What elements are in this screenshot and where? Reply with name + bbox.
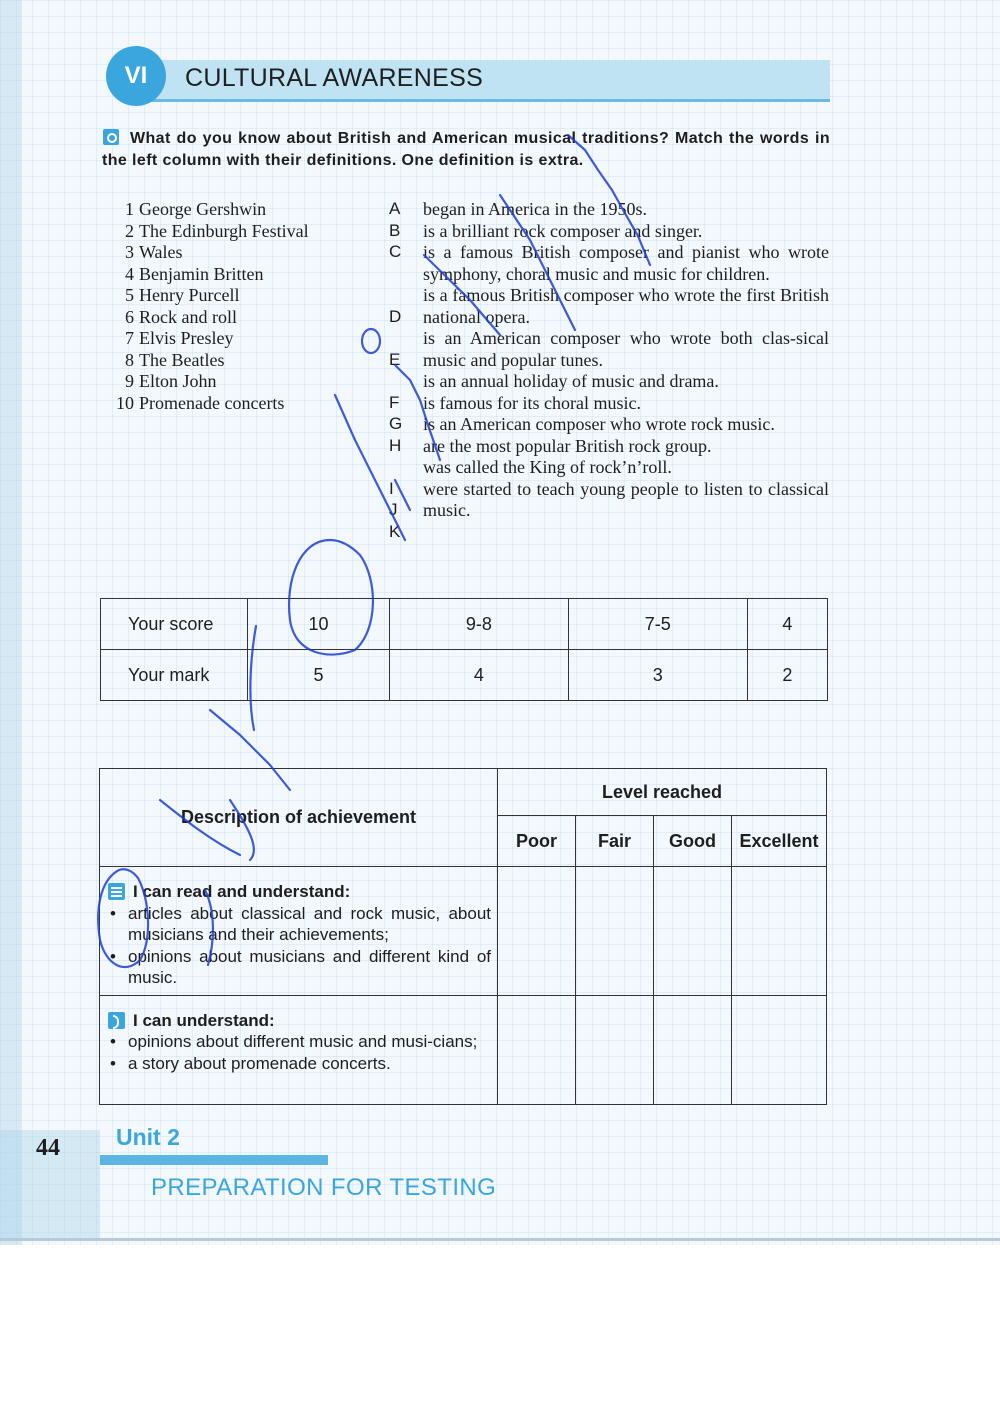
- definition-text: were started to teach young people to listen to classical music.: [423, 478, 829, 520]
- level-poor: Poor: [498, 816, 576, 867]
- definition-text: is a brilliant rock composer and singer.: [423, 220, 703, 241]
- definition-letter: A: [389, 199, 401, 218]
- definition-letter: C: [389, 242, 402, 261]
- definition-letter: G: [389, 414, 403, 433]
- score-cell: 7-5: [568, 599, 747, 650]
- level-cell: [576, 867, 654, 996]
- level-cell: [576, 995, 654, 1104]
- list-item: 3 Wales: [125, 242, 183, 262]
- unit-subtitle: PREPARATION FOR TESTING: [151, 1174, 497, 1201]
- list-item: • opinions about different music and musi-cians;: [108, 1031, 491, 1053]
- reading-task-icon: [103, 129, 119, 145]
- listening-achievement: [100, 995, 498, 1104]
- level-cell: [654, 867, 732, 996]
- definition-letter: I: [389, 478, 394, 498]
- level-excellent: Excellent: [732, 816, 827, 867]
- task-instruction: What do you know about British and American musical traditions? Match the words in the left column with their definitions. One definition is extra.: [102, 130, 830, 169]
- score-cell: 4: [747, 599, 827, 650]
- page-edge: [0, 1238, 1000, 1241]
- definition-letter: H: [389, 435, 402, 455]
- list-item: • a story about promenade concerts.: [108, 1053, 491, 1075]
- reading-icon: [108, 883, 125, 900]
- level-fair: Fair: [576, 816, 654, 867]
- definition-letter: E: [389, 349, 401, 369]
- definition-text: are the most popular British rock group.: [423, 435, 712, 456]
- list-item: 9 Elton John: [125, 371, 217, 391]
- section-title: CULTURAL AWARENESS: [185, 64, 484, 92]
- definition-text: began in America in the 1950s.: [423, 199, 647, 219]
- level-good: Good: [654, 816, 732, 867]
- mark-cell: 5: [248, 650, 390, 701]
- definition-text: is an annual holiday of music and drama.: [423, 371, 719, 391]
- definition-text: was called the King of rock’n’roll.: [423, 457, 672, 477]
- listening-title: I can understand:: [133, 1010, 275, 1030]
- definition-letter: J: [389, 500, 398, 519]
- definition-text: is a famous British composer and pianist who wrote symphony, choral music and music for children.: [423, 242, 829, 284]
- level-header: Level reached: [498, 769, 827, 816]
- table-row: [100, 769, 827, 816]
- level-cell: [732, 995, 827, 1104]
- definition-text: is famous for its choral music.: [423, 392, 641, 413]
- achievement-table: [99, 768, 827, 1105]
- score-table: [100, 598, 828, 701]
- list-item: 6 Rock and roll: [125, 306, 237, 327]
- score-cell: 10: [248, 599, 390, 650]
- table-row: [101, 599, 828, 650]
- list-item: 7 Elvis Presley: [125, 328, 234, 348]
- left-column-list: [104, 199, 309, 414]
- page-number: 44: [36, 1135, 60, 1161]
- list-item: 2 The Edinburgh Festival: [125, 220, 309, 241]
- score-label: Your score: [101, 599, 248, 650]
- section-header-line: [150, 99, 830, 102]
- mark-cell: 3: [568, 650, 747, 701]
- level-cell: [654, 995, 732, 1104]
- definition-text: is an American composer who wrote both clas-sical music and popular tunes.: [423, 328, 829, 370]
- table-row: [100, 867, 827, 996]
- list-item: 4 Benjamin Britten: [125, 263, 264, 284]
- score-cell: 9-8: [389, 599, 568, 650]
- definition-text: is a famous British composer who wrote the first British national opera.: [423, 285, 829, 327]
- level-cell: [498, 995, 576, 1104]
- mark-cell: 2: [747, 650, 827, 701]
- table-row: [100, 995, 827, 1104]
- definitions-list: [423, 199, 829, 522]
- description-header: Description of achievement: [100, 769, 498, 867]
- list-item: • articles about classical and rock music, about musicians and their achievements;: [108, 903, 491, 946]
- unit-underline: [100, 1155, 328, 1165]
- definition-letter: F: [389, 392, 400, 412]
- list-item: 10 Promenade concerts: [116, 392, 285, 413]
- list-item: • opinions about musicians and different kind of music.: [108, 946, 491, 989]
- reading-title: I can read and understand:: [133, 882, 351, 901]
- definition-letter: B: [389, 220, 401, 240]
- list-item: 8 The Beatles: [125, 349, 225, 370]
- list-item: 5 Henry Purcell: [125, 285, 240, 305]
- definition-text: is an American composer who wrote rock music.: [423, 414, 775, 434]
- page-margin: [0, 0, 22, 1245]
- list-item: 1 George Gershwin: [125, 199, 267, 219]
- unit-label: Unit 2: [116, 1124, 180, 1150]
- mark-cell: 4: [389, 650, 568, 701]
- reading-achievement: [100, 867, 498, 996]
- mark-label: Your mark: [101, 650, 248, 701]
- definition-letter: D: [389, 306, 402, 326]
- section-badge: VI: [106, 46, 166, 106]
- level-cell: [498, 867, 576, 996]
- definition-letter: K: [389, 521, 401, 541]
- listening-icon: [108, 1012, 125, 1029]
- table-row: [101, 650, 828, 701]
- level-cell: [732, 867, 827, 996]
